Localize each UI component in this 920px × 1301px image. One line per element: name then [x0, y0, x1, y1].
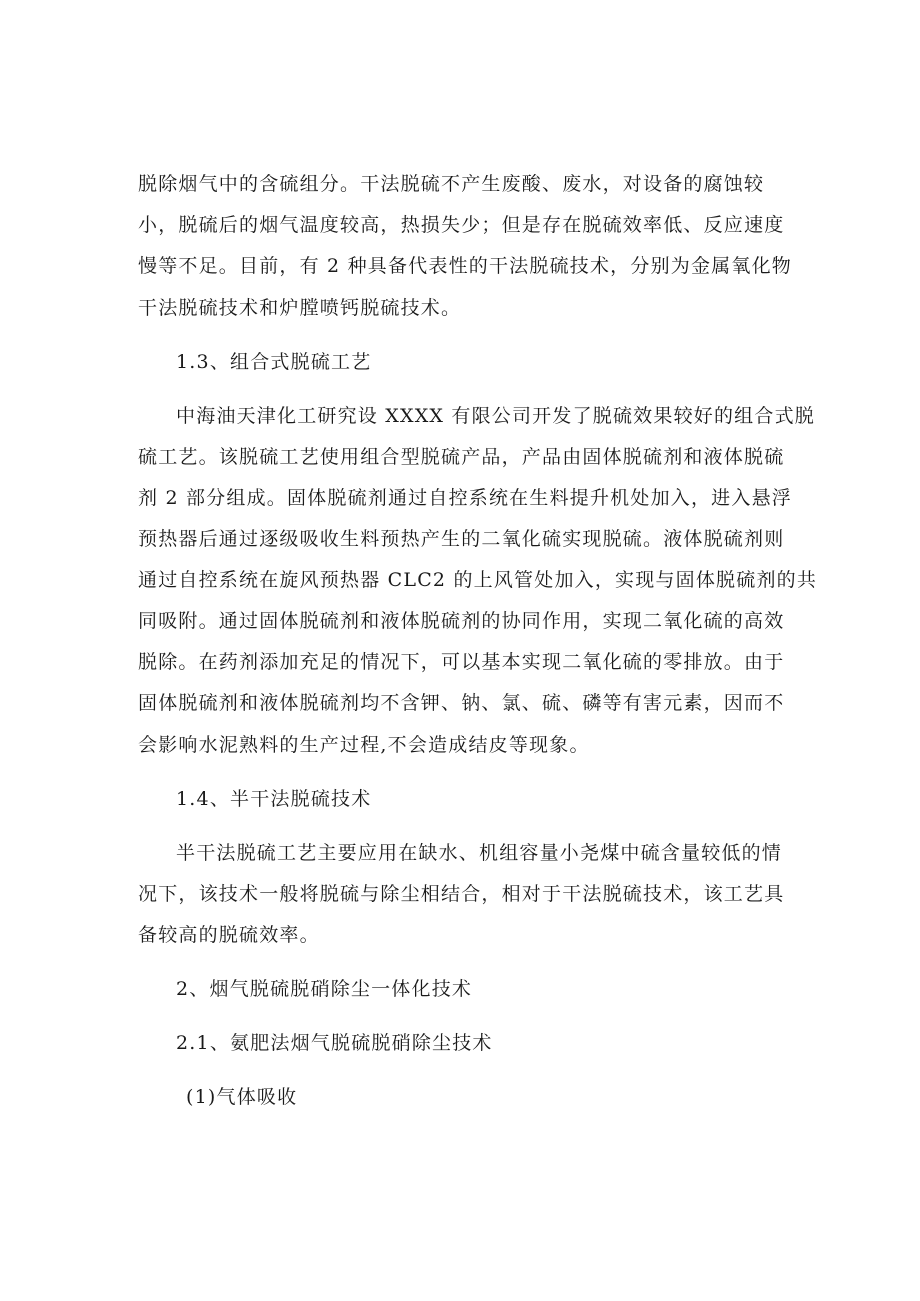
paragraph-line: 硫工艺。该脱硫工艺使用组合型脱硫产品，产品由固体脱硫剂和液体脱硫 — [138, 446, 785, 468]
subsection-heading-gas-absorption: (1)气体吸收 — [186, 1086, 298, 1108]
paragraph-line: 固体脱硫剂和液体脱硫剂均不含钾、钠、氯、硫、磷等有害元素，因而不 — [138, 692, 785, 714]
section-heading-1-4: 1.4、半干法脱硫技术 — [176, 788, 372, 810]
paragraph-line: 中海油天津化工研究设 XXXX 有限公司开发了脱硫效果较好的组合式脱 — [176, 405, 815, 427]
paragraph-line: 脱除。在药剂添加充足的情况下，可以基本实现二氧化硫的零排放。由于 — [138, 651, 785, 673]
paragraph-line: 剂 2 部分组成。固体脱硫剂通过自控系统在生料提升机处加入，进入悬浮 — [138, 487, 792, 509]
paragraph-line: 会影响水泥熟料的生产过程,不会造成结皮等现象。 — [138, 734, 590, 756]
section-heading-2-1: 2.1、氨肥法烟气脱硫脱硝除尘技术 — [176, 1032, 493, 1054]
paragraph-line: 小，脱硫后的烟气温度较高，热损失少；但是存在脱硫效率低、反应速度 — [138, 214, 785, 236]
paragraph-line: 况下，该技术一般将脱硫与除尘相结合，相对于干法脱硫技术，该工艺具 — [138, 883, 785, 905]
paragraph-line: 备较高的脱硫效率。 — [138, 924, 320, 946]
paragraph-line: 预热器后通过逐级吸收生料预热产生的二氧化硫实现脱硫。液体脱硫剂则 — [138, 528, 785, 550]
paragraph-line: 脱除烟气中的含硫组分。干法脱硫不产生废酸、废水，对设备的腐蚀较 — [138, 173, 765, 195]
paragraph-line: 慢等不足。目前，有 2 种具备代表性的干法脱硫技术，分别为金属氧化物 — [138, 255, 792, 277]
section-heading-2: 2、烟气脱硫脱硝除尘一体化技术 — [176, 978, 473, 1000]
paragraph-line: 通过自控系统在旋风预热器 CLC2 的上风管处加入，实现与固体脱硫剂的共 — [138, 569, 818, 591]
paragraph-line: 半干法脱硫工艺主要应用在缺水、机组容量小尧煤中硫含量较低的情 — [176, 842, 783, 864]
paragraph-line: 同吸附。通过固体脱硫剂和液体脱硫剂的协同作用，实现二氧化硫的高效 — [138, 610, 785, 632]
paragraph-line: 干法脱硫技术和炉膛喷钙脱硫技术。 — [138, 297, 462, 319]
section-heading-1-3: 1.3、组合式脱硫工艺 — [176, 351, 372, 373]
